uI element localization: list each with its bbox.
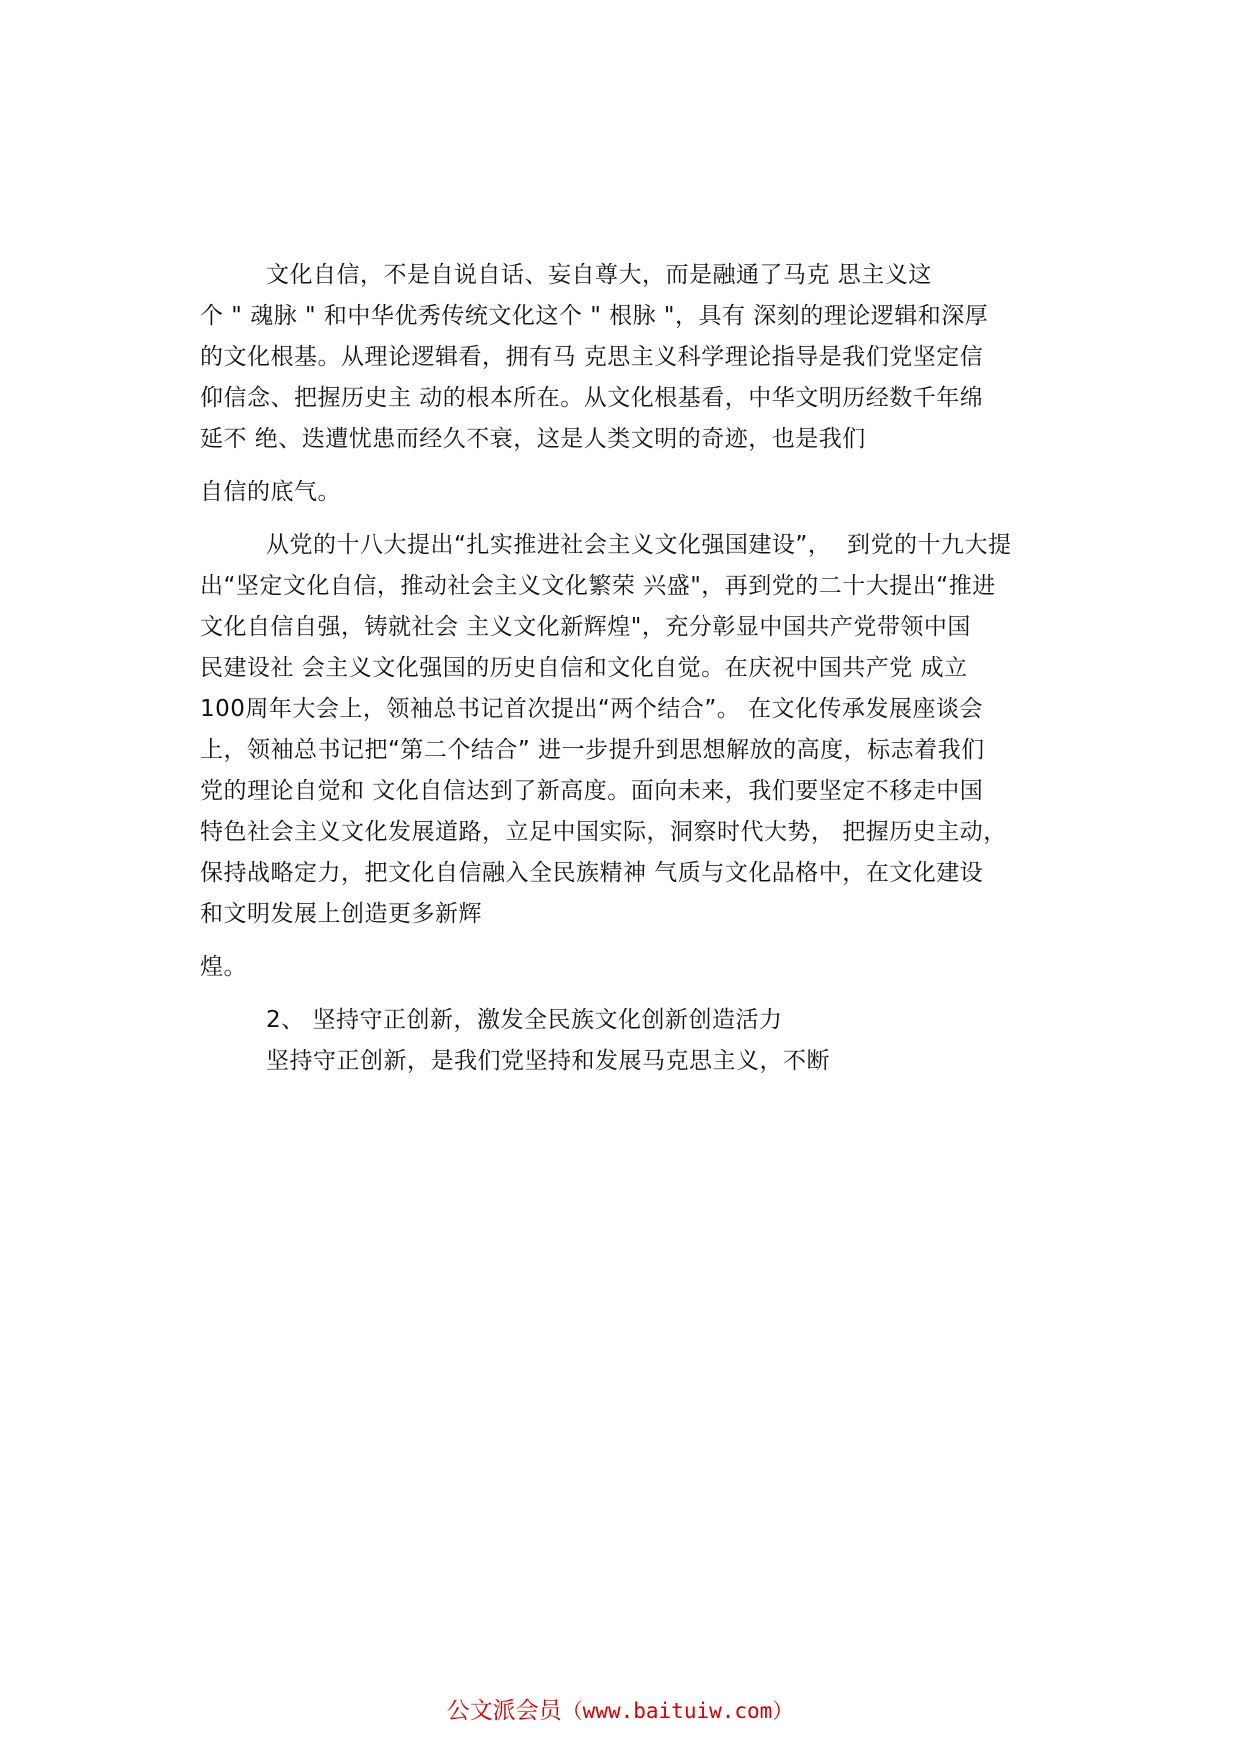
paragraph-line: 出“坚定文化自信，推动社会主义文化繁荣 兴盛"，再到党的二十大提出“推进 xyxy=(200,573,996,599)
footer-url[interactable]: （www.baituiw.com） xyxy=(561,1699,794,1723)
paragraph-line: 和文明发展上创造更多新辉 xyxy=(200,901,482,927)
paragraph-line: 民建设社 会主义文化强国的历史自信和文化自觉。在庆祝中国共产党 成立 xyxy=(200,655,968,681)
paragraph-line: 保持战略定力，把文化自信融入全民族精神 气质与文化品格中，在文化建设 xyxy=(200,860,984,886)
spacer xyxy=(200,988,1090,1000)
spacer xyxy=(200,935,1090,947)
footer-watermark xyxy=(0,1692,1240,1725)
paragraph-line: 上，领袖总书记把“第二个结合” 进一步提升到思想解放的高度，标志着我们 xyxy=(200,737,985,763)
section-heading: 2、 坚持守正创新，激发全民族文化创新创造活力 xyxy=(266,1007,783,1033)
paragraph-2-tail: 煌。 xyxy=(200,954,247,980)
paragraph-line: 100周年大会上，领袖总书记首次提出“两个结合”。 在文化传承发展座谈会 xyxy=(200,696,984,722)
spacer xyxy=(200,460,1090,472)
paragraph-line: 的文化根基。从理论逻辑看，拥有马 克思主义科学理论指导是我们党坚定信 xyxy=(200,344,984,370)
paragraph-line: 个 " 魂脉 " 和中华优秀传统文化这个 " 根脉 "，具有 深刻的理论逻辑和深厚 xyxy=(200,303,989,329)
paragraph-line: 文化自信，不是自说自话、妄自尊大，而是融通了马克 思主义这 xyxy=(266,262,932,288)
footer-label: 公文派会员 xyxy=(446,1698,562,1724)
paragraph-3-line: 坚持守正创新，是我们党坚持和发展马克思主义，不断 xyxy=(266,1048,830,1074)
paragraph-2 xyxy=(200,525,1090,935)
paragraph-line: 仰信念、把握历史主 动的根本所在。从文化根基看，中华文明历经数千年绵 xyxy=(200,385,984,411)
paragraph-line: 延不 绝、迭遭忧患而经久不衰，这是人类文明的奇迹，也是我们 xyxy=(200,426,866,452)
paragraph-line: 特色社会主义文化发展道路，立足中国实际，洞察时代大势， 把握历史主动， xyxy=(200,819,1007,845)
paragraph-line: 党的理论自觉和 文化自信达到了新高度。面向未来，我们要坚定不移走中国 xyxy=(200,778,984,804)
paragraph-line: 从党的十八大提出“扎实推进社会主义文化强国建设”， 到党的十九大提 xyxy=(266,532,1012,558)
paragraph-1 xyxy=(200,255,1090,460)
paragraph-1-tail: 自信的底气。 xyxy=(200,479,341,505)
paragraph-line: 文化自信自强，铸就社会 主义文化新辉煌"，充分彰显中国共产党带领中国 xyxy=(200,614,971,640)
document-body xyxy=(200,255,1090,1082)
spacer xyxy=(200,513,1090,525)
